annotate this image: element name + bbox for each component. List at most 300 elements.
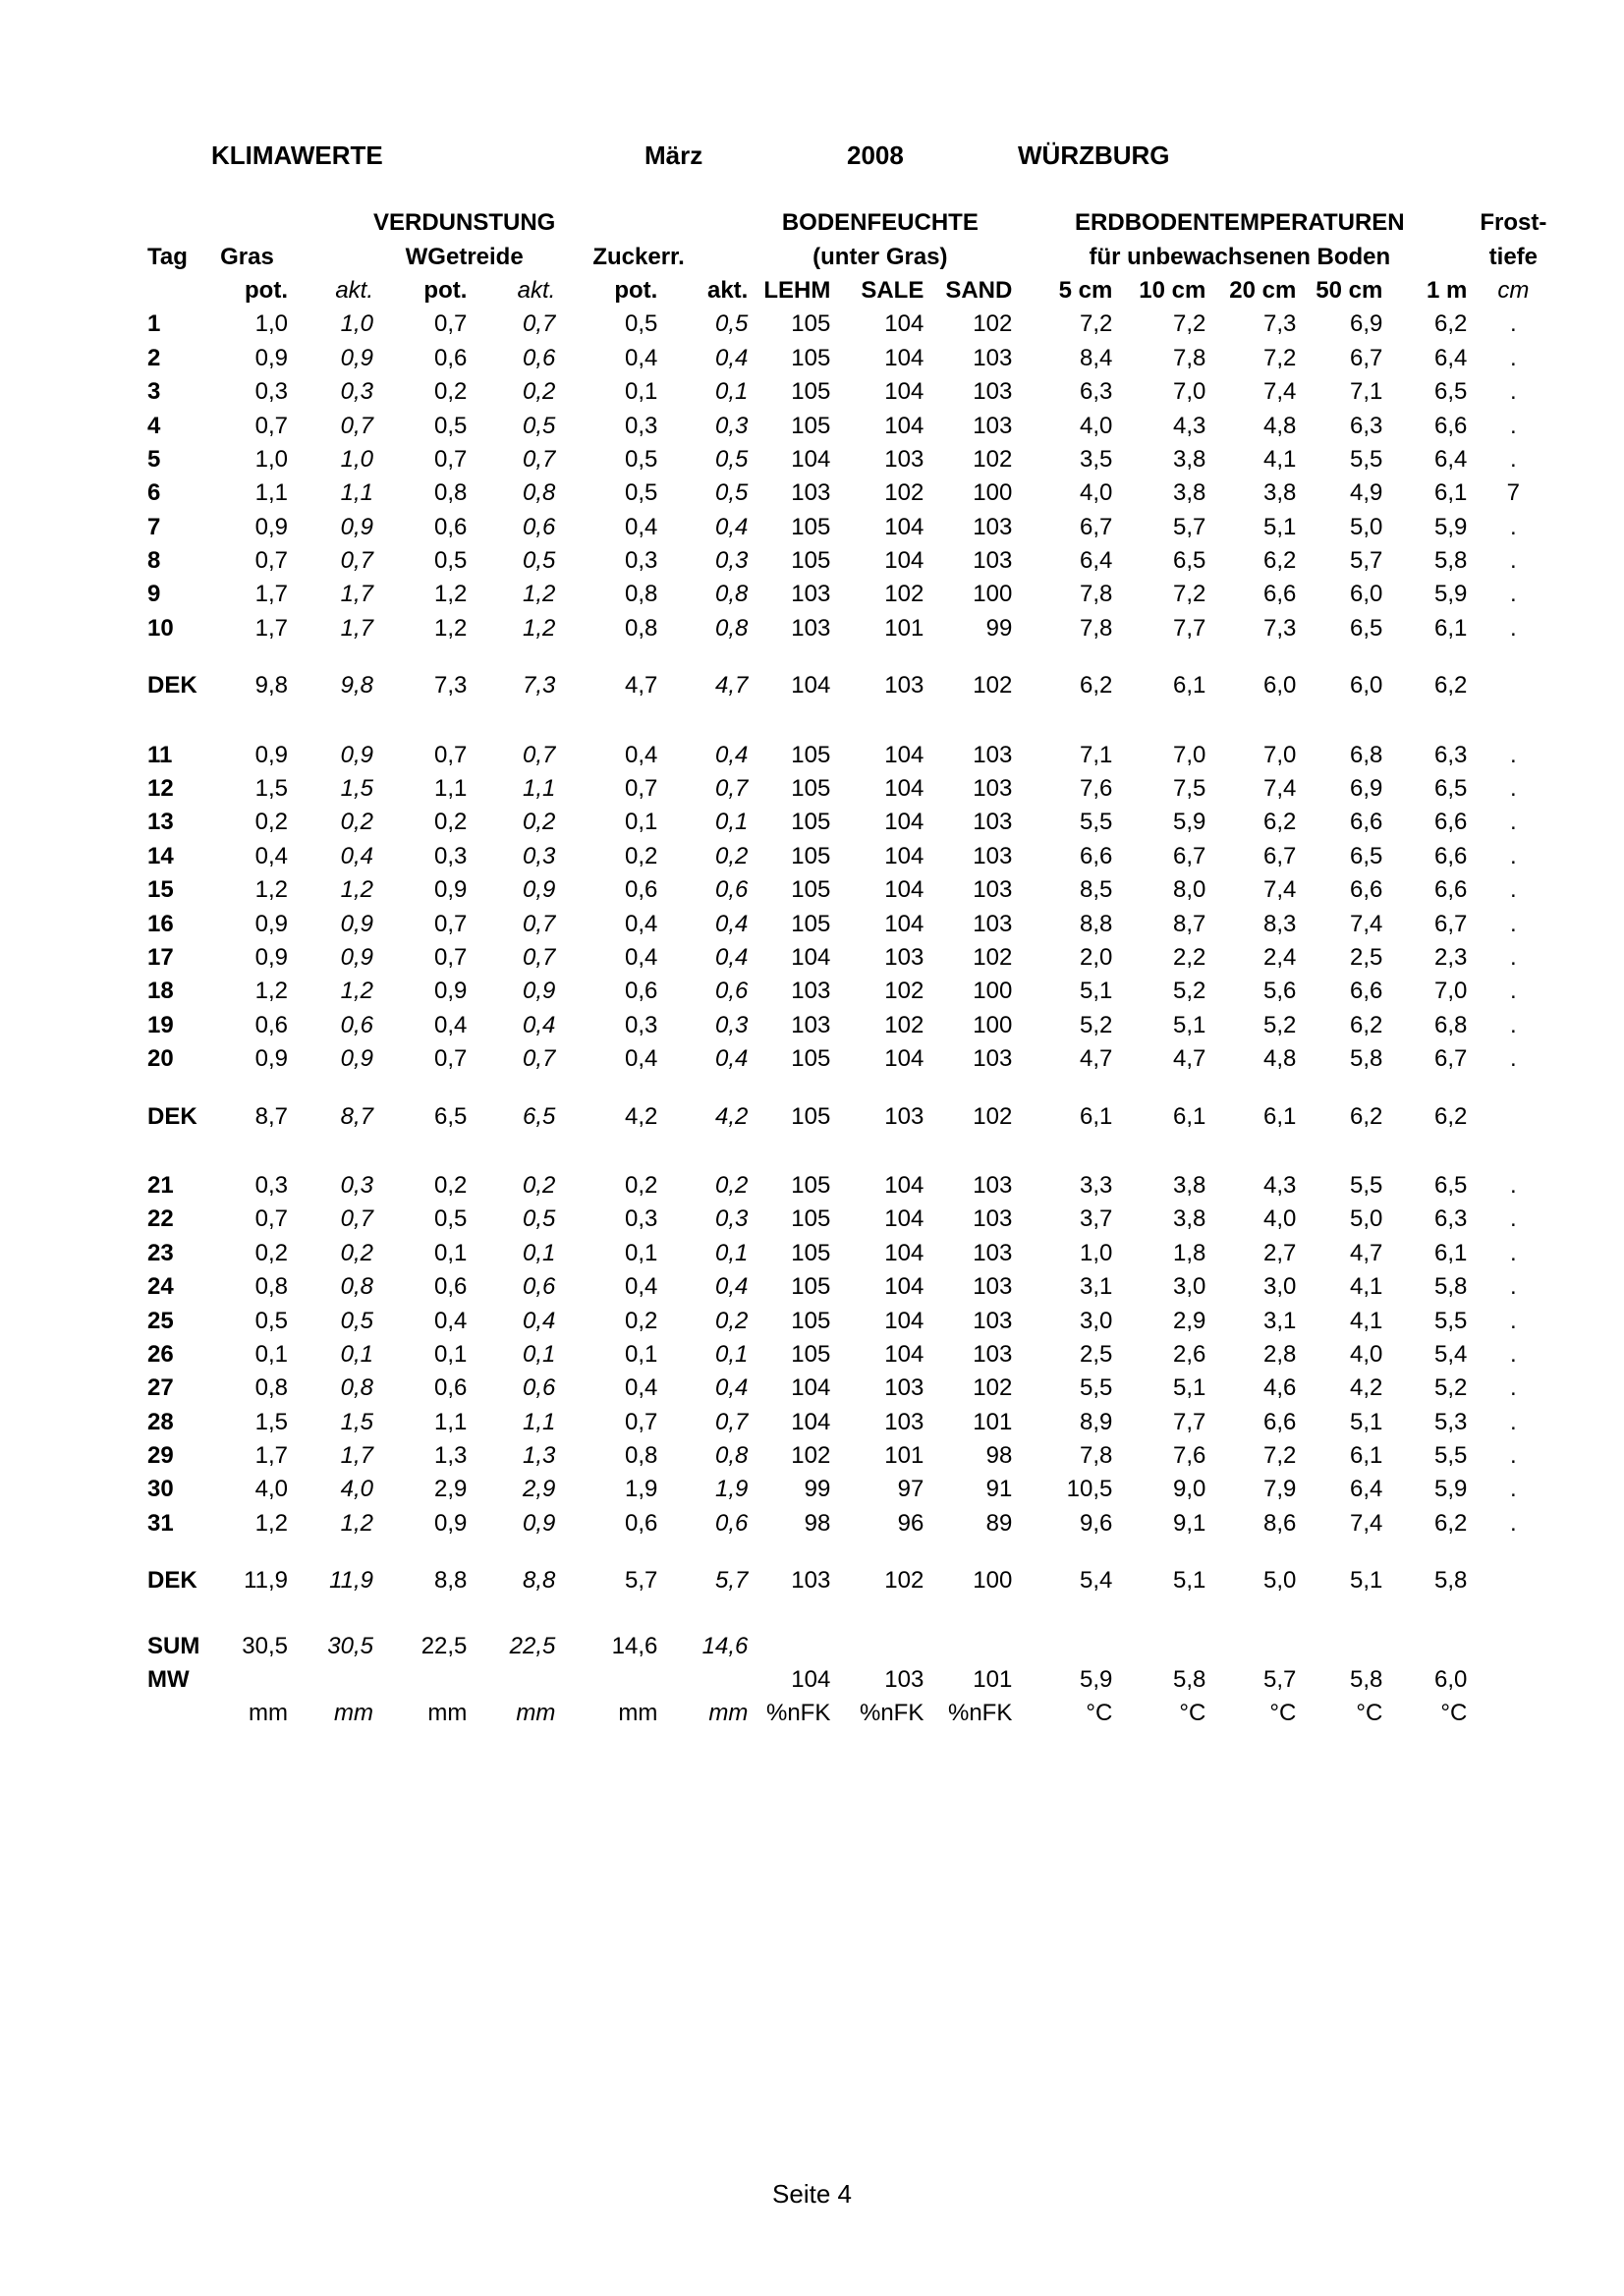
- spacer-cell: [147, 1540, 1559, 1564]
- table-row: [147, 1304, 1559, 1337]
- value-cell: 5,8: [1433, 1273, 1468, 1301]
- value-cell: 1,7: [340, 1442, 373, 1470]
- value-cell: 22,5: [509, 1632, 556, 1659]
- value-cell: 0,3: [714, 1205, 749, 1233]
- value-cell: 105: [791, 1205, 831, 1233]
- header-unit-12: 20 cm: [1229, 276, 1297, 304]
- value-cell: 0,1: [714, 809, 749, 836]
- value-cell: 0,7: [522, 910, 556, 937]
- value-cell: 6,1: [1433, 1239, 1468, 1266]
- value-cell: 6,2: [1433, 1509, 1468, 1537]
- value-cell: .: [1510, 876, 1517, 904]
- value-cell: 1,0: [254, 445, 288, 473]
- value-cell: 5,8: [1433, 1567, 1468, 1595]
- value-cell: 104: [884, 310, 924, 338]
- value-cell: 5,2: [1172, 978, 1206, 1005]
- value-cell: 5,9: [1433, 1476, 1468, 1503]
- value-cell: 0,9: [434, 978, 468, 1005]
- value-cell: 103: [884, 944, 924, 971]
- value-cell: 6,7: [1079, 513, 1113, 540]
- value-cell: 0,8: [624, 614, 658, 642]
- value-cell: 7,4: [1262, 378, 1297, 406]
- page-number: Seite 4: [772, 2179, 852, 2209]
- value-cell: 98: [985, 1442, 1013, 1470]
- tag-cell: 8: [147, 547, 161, 575]
- decade-row: [147, 669, 1559, 702]
- value-cell: 6,5: [1349, 842, 1383, 869]
- tag-cell: 5: [147, 445, 161, 473]
- header-unit-10: 5 cm: [1058, 276, 1113, 304]
- value-cell: 6,2: [1262, 547, 1297, 575]
- value-cell: 7,2: [1079, 310, 1113, 338]
- spacer-cell: [147, 1134, 1559, 1169]
- value-cell: 105: [791, 1307, 831, 1334]
- tag-cell: 22: [147, 1205, 174, 1233]
- value-cell: 11,9: [244, 1567, 288, 1595]
- value-cell: 0,3: [624, 1205, 658, 1233]
- value-cell: mm: [334, 1700, 373, 1727]
- decade-row: [147, 1099, 1559, 1133]
- value-cell: 1,2: [340, 876, 373, 904]
- value-cell: 5,9: [1433, 581, 1468, 608]
- value-cell: 101: [973, 1408, 1013, 1435]
- value-cell: 0,7: [434, 741, 468, 768]
- value-cell: 104: [884, 344, 924, 371]
- value-cell: 103: [973, 378, 1013, 406]
- value-cell: 5,2: [1433, 1374, 1468, 1402]
- decade-row: [147, 1564, 1559, 1597]
- value-cell: 0,7: [340, 412, 373, 439]
- value-cell: 0,3: [522, 842, 556, 869]
- value-cell: 5,5: [1079, 1374, 1113, 1402]
- tag-cell: 21: [147, 1171, 174, 1199]
- value-cell: 8,7: [340, 1102, 373, 1130]
- value-cell: 7,3: [1262, 310, 1297, 338]
- tag-cell: DEK: [147, 1567, 197, 1595]
- value-cell: 5,6: [1262, 978, 1297, 1005]
- value-cell: [657, 1663, 748, 1697]
- value-cell: 7,8: [1079, 1442, 1113, 1470]
- value-cell: 0,4: [624, 1273, 658, 1301]
- value-cell: [1467, 1663, 1559, 1697]
- climate-table: [147, 206, 1559, 1731]
- value-cell: 0,6: [254, 1011, 288, 1038]
- value-cell: 6,5: [1433, 1171, 1468, 1199]
- value-cell: 100: [973, 479, 1013, 507]
- value-cell: 3,0: [1262, 1273, 1297, 1301]
- value-cell: 6,2: [1433, 1102, 1468, 1130]
- value-cell: 1,0: [340, 445, 373, 473]
- value-cell: 0,4: [714, 344, 749, 371]
- value-cell: 0,3: [340, 1171, 373, 1199]
- value-cell: 0,7: [434, 910, 468, 937]
- value-cell: 7,2: [1172, 581, 1206, 608]
- value-cell: 2,7: [1262, 1239, 1297, 1266]
- value-cell: 0,7: [340, 1205, 373, 1233]
- tag-cell: 26: [147, 1340, 174, 1368]
- value-cell: 0,6: [714, 978, 749, 1005]
- value-cell: 0,9: [340, 1045, 373, 1073]
- value-cell: 100: [973, 978, 1013, 1005]
- value-cell: 102: [973, 310, 1013, 338]
- table-row: [147, 511, 1559, 544]
- value-cell: 100: [973, 1567, 1013, 1595]
- value-cell: 5,7: [714, 1567, 749, 1595]
- value-cell: 0,7: [714, 1408, 749, 1435]
- table-row: [147, 1697, 1559, 1730]
- value-cell: 6,5: [1433, 378, 1468, 406]
- value-cell: 2,5: [1349, 944, 1383, 971]
- zuckerr-header: Zuckerr.: [592, 243, 685, 270]
- gras-header: Gras: [220, 243, 274, 270]
- value-cell: 97: [897, 1476, 924, 1503]
- value-cell: 104: [791, 944, 831, 971]
- value-cell: 0,2: [254, 1239, 288, 1266]
- value-cell: .: [1510, 445, 1517, 473]
- value-cell: 6,6: [1262, 581, 1297, 608]
- value-cell: 0,5: [522, 412, 556, 439]
- value-cell: 4,8: [1262, 1045, 1297, 1073]
- frost-header: Frost-: [1480, 209, 1547, 237]
- value-cell: 1,2: [254, 978, 288, 1005]
- value-cell: 3,5: [1079, 445, 1113, 473]
- value-cell: 0,6: [522, 1374, 556, 1402]
- value-cell: 6,7: [1433, 910, 1468, 937]
- value-cell: .: [1510, 1408, 1517, 1435]
- value-cell: 1,7: [340, 614, 373, 642]
- value-cell: 0,9: [254, 513, 288, 540]
- value-cell: 99: [985, 614, 1013, 642]
- tag-cell: 12: [147, 775, 174, 803]
- header-unit-13: 50 cm: [1316, 276, 1383, 304]
- value-cell: 105: [791, 513, 831, 540]
- value-cell: 1,9: [624, 1476, 658, 1503]
- value-cell: 1,0: [340, 310, 373, 338]
- value-cell: %nFK: [947, 1700, 1013, 1727]
- value-cell: .: [1510, 842, 1517, 869]
- value-cell: 0,7: [434, 944, 468, 971]
- value-cell: 6,6: [1433, 412, 1468, 439]
- value-cell: 5,1: [1262, 513, 1297, 540]
- spacer-row: [147, 645, 1559, 669]
- value-cell: 9,1: [1172, 1509, 1206, 1537]
- value-cell: 7,3: [522, 672, 556, 700]
- value-cell: 102: [884, 1567, 924, 1595]
- value-cell: 6,0: [1349, 672, 1383, 700]
- spacer-cell: [147, 1076, 1559, 1099]
- value-cell: 105: [791, 876, 831, 904]
- value-cell: 102: [973, 1374, 1013, 1402]
- value-cell: 0,8: [624, 581, 658, 608]
- value-cell: 0,6: [522, 513, 556, 540]
- value-cell: 3,3: [1079, 1171, 1113, 1199]
- value-cell: 102: [884, 1011, 924, 1038]
- value-cell: [1296, 1629, 1382, 1662]
- value-cell: .: [1510, 741, 1517, 768]
- value-cell: 0,7: [254, 412, 288, 439]
- value-cell: 1,5: [340, 1408, 373, 1435]
- value-cell: 0,9: [522, 876, 556, 904]
- value-cell: 5,4: [1079, 1567, 1113, 1595]
- value-cell: 1,3: [434, 1442, 468, 1470]
- value-cell: 4,7: [714, 672, 749, 700]
- value-cell: 0,2: [714, 842, 749, 869]
- table-row: [147, 941, 1559, 975]
- value-cell: 5,7: [1349, 547, 1383, 575]
- value-cell: 6,6: [1079, 842, 1113, 869]
- value-cell: 7,0: [1262, 741, 1297, 768]
- value-cell: [830, 1629, 924, 1662]
- value-cell: 0,1: [624, 1340, 658, 1368]
- value-cell: 102: [884, 978, 924, 1005]
- value-cell: 7,8: [1079, 581, 1113, 608]
- value-cell: [1467, 1564, 1559, 1597]
- value-cell: .: [1510, 1374, 1517, 1402]
- value-cell: 0,6: [714, 876, 749, 904]
- value-cell: 22,5: [420, 1632, 468, 1659]
- value-cell: 105: [791, 1273, 831, 1301]
- value-cell: 9,8: [254, 672, 288, 700]
- tag-cell: 15: [147, 876, 174, 904]
- value-cell: 7,1: [1349, 378, 1383, 406]
- value-cell: .: [1510, 978, 1517, 1005]
- value-cell: 5,8: [1433, 547, 1468, 575]
- value-cell: 6,5: [1172, 547, 1206, 575]
- value-cell: 1,7: [340, 581, 373, 608]
- value-cell: 0,8: [340, 1273, 373, 1301]
- value-cell: 104: [884, 809, 924, 836]
- table-row: [147, 806, 1559, 839]
- value-cell: 0,5: [624, 479, 658, 507]
- value-cell: 5,3: [1433, 1408, 1468, 1435]
- table-row: [147, 772, 1559, 806]
- value-cell: [373, 1663, 467, 1697]
- value-cell: .: [1510, 1442, 1517, 1470]
- value-cell: .: [1510, 944, 1517, 971]
- value-cell: 0,2: [714, 1171, 749, 1199]
- value-cell: 7,3: [1262, 614, 1297, 642]
- value-cell: 5,7: [624, 1567, 658, 1595]
- value-cell: 1,5: [340, 775, 373, 803]
- value-cell: 4,0: [1079, 479, 1113, 507]
- value-cell: 0,6: [434, 513, 468, 540]
- value-cell: 0,8: [254, 1273, 288, 1301]
- tiefe-header: tiefe: [1488, 243, 1539, 270]
- value-cell: 0,7: [340, 547, 373, 575]
- value-cell: 0,1: [624, 1239, 658, 1266]
- value-cell: 103: [973, 1171, 1013, 1199]
- value-cell: 0,2: [714, 1307, 749, 1334]
- value-cell: 0,6: [624, 876, 658, 904]
- value-cell: [288, 1663, 373, 1697]
- value-cell: 0,5: [624, 445, 658, 473]
- value-cell: 6,1: [1172, 1102, 1206, 1130]
- value-cell: 105: [791, 1045, 831, 1073]
- value-cell: 103: [791, 479, 831, 507]
- value-cell: 0,4: [254, 842, 288, 869]
- value-cell: 104: [884, 741, 924, 768]
- value-cell: .: [1510, 775, 1517, 803]
- value-cell: 4,7: [624, 672, 658, 700]
- value-cell: 14,6: [611, 1632, 658, 1659]
- value-cell: 30,5: [242, 1632, 288, 1659]
- value-cell: 6,7: [1262, 842, 1297, 869]
- tag-cell: 11: [147, 741, 173, 768]
- header-unit-3: pot.: [423, 276, 468, 304]
- spacer-cell: [147, 1597, 1559, 1629]
- value-cell: 0,9: [522, 978, 556, 1005]
- value-cell: °C: [1356, 1700, 1383, 1727]
- value-cell: 3,0: [1172, 1273, 1206, 1301]
- value-cell: 104: [791, 1374, 831, 1402]
- value-cell: 96: [897, 1509, 924, 1537]
- value-cell: 0,4: [714, 1273, 749, 1301]
- header-unit-2: akt.: [335, 276, 373, 304]
- value-cell: 0,8: [254, 1374, 288, 1402]
- value-cell: 1,0: [1079, 1239, 1113, 1266]
- value-cell: 7,6: [1079, 775, 1113, 803]
- value-cell: 7,0: [1172, 741, 1206, 768]
- value-cell: 0,3: [714, 1011, 749, 1038]
- value-cell: 6,6: [1433, 809, 1468, 836]
- value-cell: 0,5: [714, 445, 749, 473]
- value-cell: 1,9: [714, 1476, 749, 1503]
- value-cell: mm: [708, 1700, 749, 1727]
- value-cell: 103: [791, 1567, 831, 1595]
- table-row: [147, 612, 1559, 645]
- value-cell: 3,8: [1172, 445, 1206, 473]
- value-cell: 0,1: [714, 1340, 749, 1368]
- value-cell: 103: [884, 445, 924, 473]
- value-cell: 0,4: [340, 842, 373, 869]
- value-cell: 104: [791, 672, 831, 700]
- spacer-row: [147, 1076, 1559, 1099]
- spacer-row: [147, 1597, 1559, 1629]
- value-cell: .: [1510, 910, 1517, 937]
- value-cell: 5,5: [1433, 1307, 1468, 1334]
- value-cell: 6,3: [1079, 378, 1113, 406]
- value-cell: 105: [791, 1239, 831, 1266]
- table-header: [147, 206, 1559, 308]
- value-cell: 1,1: [522, 775, 556, 803]
- table-row: [147, 738, 1559, 771]
- value-cell: [748, 1629, 830, 1662]
- spacer-row: [147, 702, 1559, 738]
- erdbodentemperaturen-header: ERDBODENTEMPERATUREN: [1075, 209, 1405, 237]
- value-cell: 0,1: [522, 1239, 556, 1266]
- tag-cell: MW: [147, 1666, 190, 1694]
- value-cell: mm: [618, 1700, 658, 1727]
- value-cell: 7,2: [1262, 344, 1297, 371]
- table-row: [147, 1042, 1559, 1076]
- value-cell: 5,4: [1433, 1340, 1468, 1368]
- value-cell: 89: [985, 1509, 1013, 1537]
- header-unit-4: akt.: [517, 276, 556, 304]
- value-cell: 0,6: [714, 1509, 749, 1537]
- value-cell: 103: [973, 842, 1013, 869]
- value-cell: [1382, 1629, 1467, 1662]
- value-cell: 104: [791, 445, 831, 473]
- value-cell: [1467, 669, 1559, 702]
- value-cell: 102: [973, 944, 1013, 971]
- value-cell: 102: [973, 672, 1013, 700]
- tag-cell: 19: [147, 1011, 174, 1038]
- value-cell: 5,5: [1349, 445, 1383, 473]
- value-cell: [1112, 1629, 1205, 1662]
- tag-cell: 24: [147, 1273, 174, 1301]
- value-cell: 0,9: [522, 1509, 556, 1537]
- header-row-1: [147, 206, 1559, 240]
- value-cell: 104: [884, 775, 924, 803]
- value-cell: 6,3: [1433, 741, 1468, 768]
- value-cell: 2,3: [1433, 944, 1468, 971]
- value-cell: 0,4: [624, 344, 658, 371]
- value-cell: 1,2: [522, 581, 556, 608]
- value-cell: 103: [884, 672, 924, 700]
- value-cell: 0,8: [522, 479, 556, 507]
- value-cell: 5,9: [1172, 809, 1206, 836]
- value-cell: 104: [884, 876, 924, 904]
- value-cell: 0,4: [624, 1374, 658, 1402]
- value-cell: 6,7: [1349, 344, 1383, 371]
- value-cell: 4,0: [1262, 1205, 1297, 1233]
- table-row: [147, 1203, 1559, 1236]
- table-row: [147, 1237, 1559, 1270]
- value-cell: 4,1: [1262, 445, 1297, 473]
- value-cell: 7,8: [1079, 614, 1113, 642]
- value-cell: 0,3: [714, 547, 749, 575]
- value-cell: 103: [973, 513, 1013, 540]
- value-cell: 0,7: [254, 547, 288, 575]
- value-cell: 2,8: [1262, 1340, 1297, 1368]
- tag-cell: 18: [147, 978, 174, 1005]
- value-cell: 7,2: [1262, 1442, 1297, 1470]
- value-cell: 6,7: [1433, 1045, 1468, 1073]
- value-cell: 4,0: [1079, 412, 1113, 439]
- value-cell: 3,7: [1079, 1205, 1113, 1233]
- value-cell: °C: [1179, 1700, 1206, 1727]
- value-cell: 1,3: [522, 1442, 556, 1470]
- value-cell: 100: [973, 581, 1013, 608]
- value-cell: 8,8: [522, 1567, 556, 1595]
- value-cell: 0,6: [434, 1273, 468, 1301]
- tag-cell: 10: [147, 614, 174, 642]
- value-cell: 0,7: [624, 775, 658, 803]
- value-cell: 6,2: [1433, 310, 1468, 338]
- value-cell: 2,6: [1172, 1340, 1206, 1368]
- value-cell: 0,7: [522, 310, 556, 338]
- value-cell: 6,2: [1262, 809, 1297, 836]
- value-cell: 103: [791, 614, 831, 642]
- value-cell: 4,8: [1262, 412, 1297, 439]
- value-cell: .: [1510, 1273, 1517, 1301]
- value-cell: 7,4: [1262, 876, 1297, 904]
- value-cell: 0,9: [254, 344, 288, 371]
- value-cell: 7,1: [1079, 741, 1113, 768]
- value-cell: 1,0: [254, 310, 288, 338]
- table-row: [147, 544, 1559, 578]
- value-cell: 0,5: [714, 310, 749, 338]
- value-cell: 6,1: [1262, 1102, 1297, 1130]
- tag-cell: 25: [147, 1307, 174, 1334]
- value-cell: 3,1: [1079, 1273, 1113, 1301]
- table-row: [147, 873, 1559, 907]
- value-cell: 7,7: [1172, 614, 1206, 642]
- value-cell: .: [1510, 1171, 1517, 1199]
- value-cell: 4,0: [254, 1476, 288, 1503]
- value-cell: %nFK: [765, 1700, 831, 1727]
- value-cell: 1,1: [340, 479, 373, 507]
